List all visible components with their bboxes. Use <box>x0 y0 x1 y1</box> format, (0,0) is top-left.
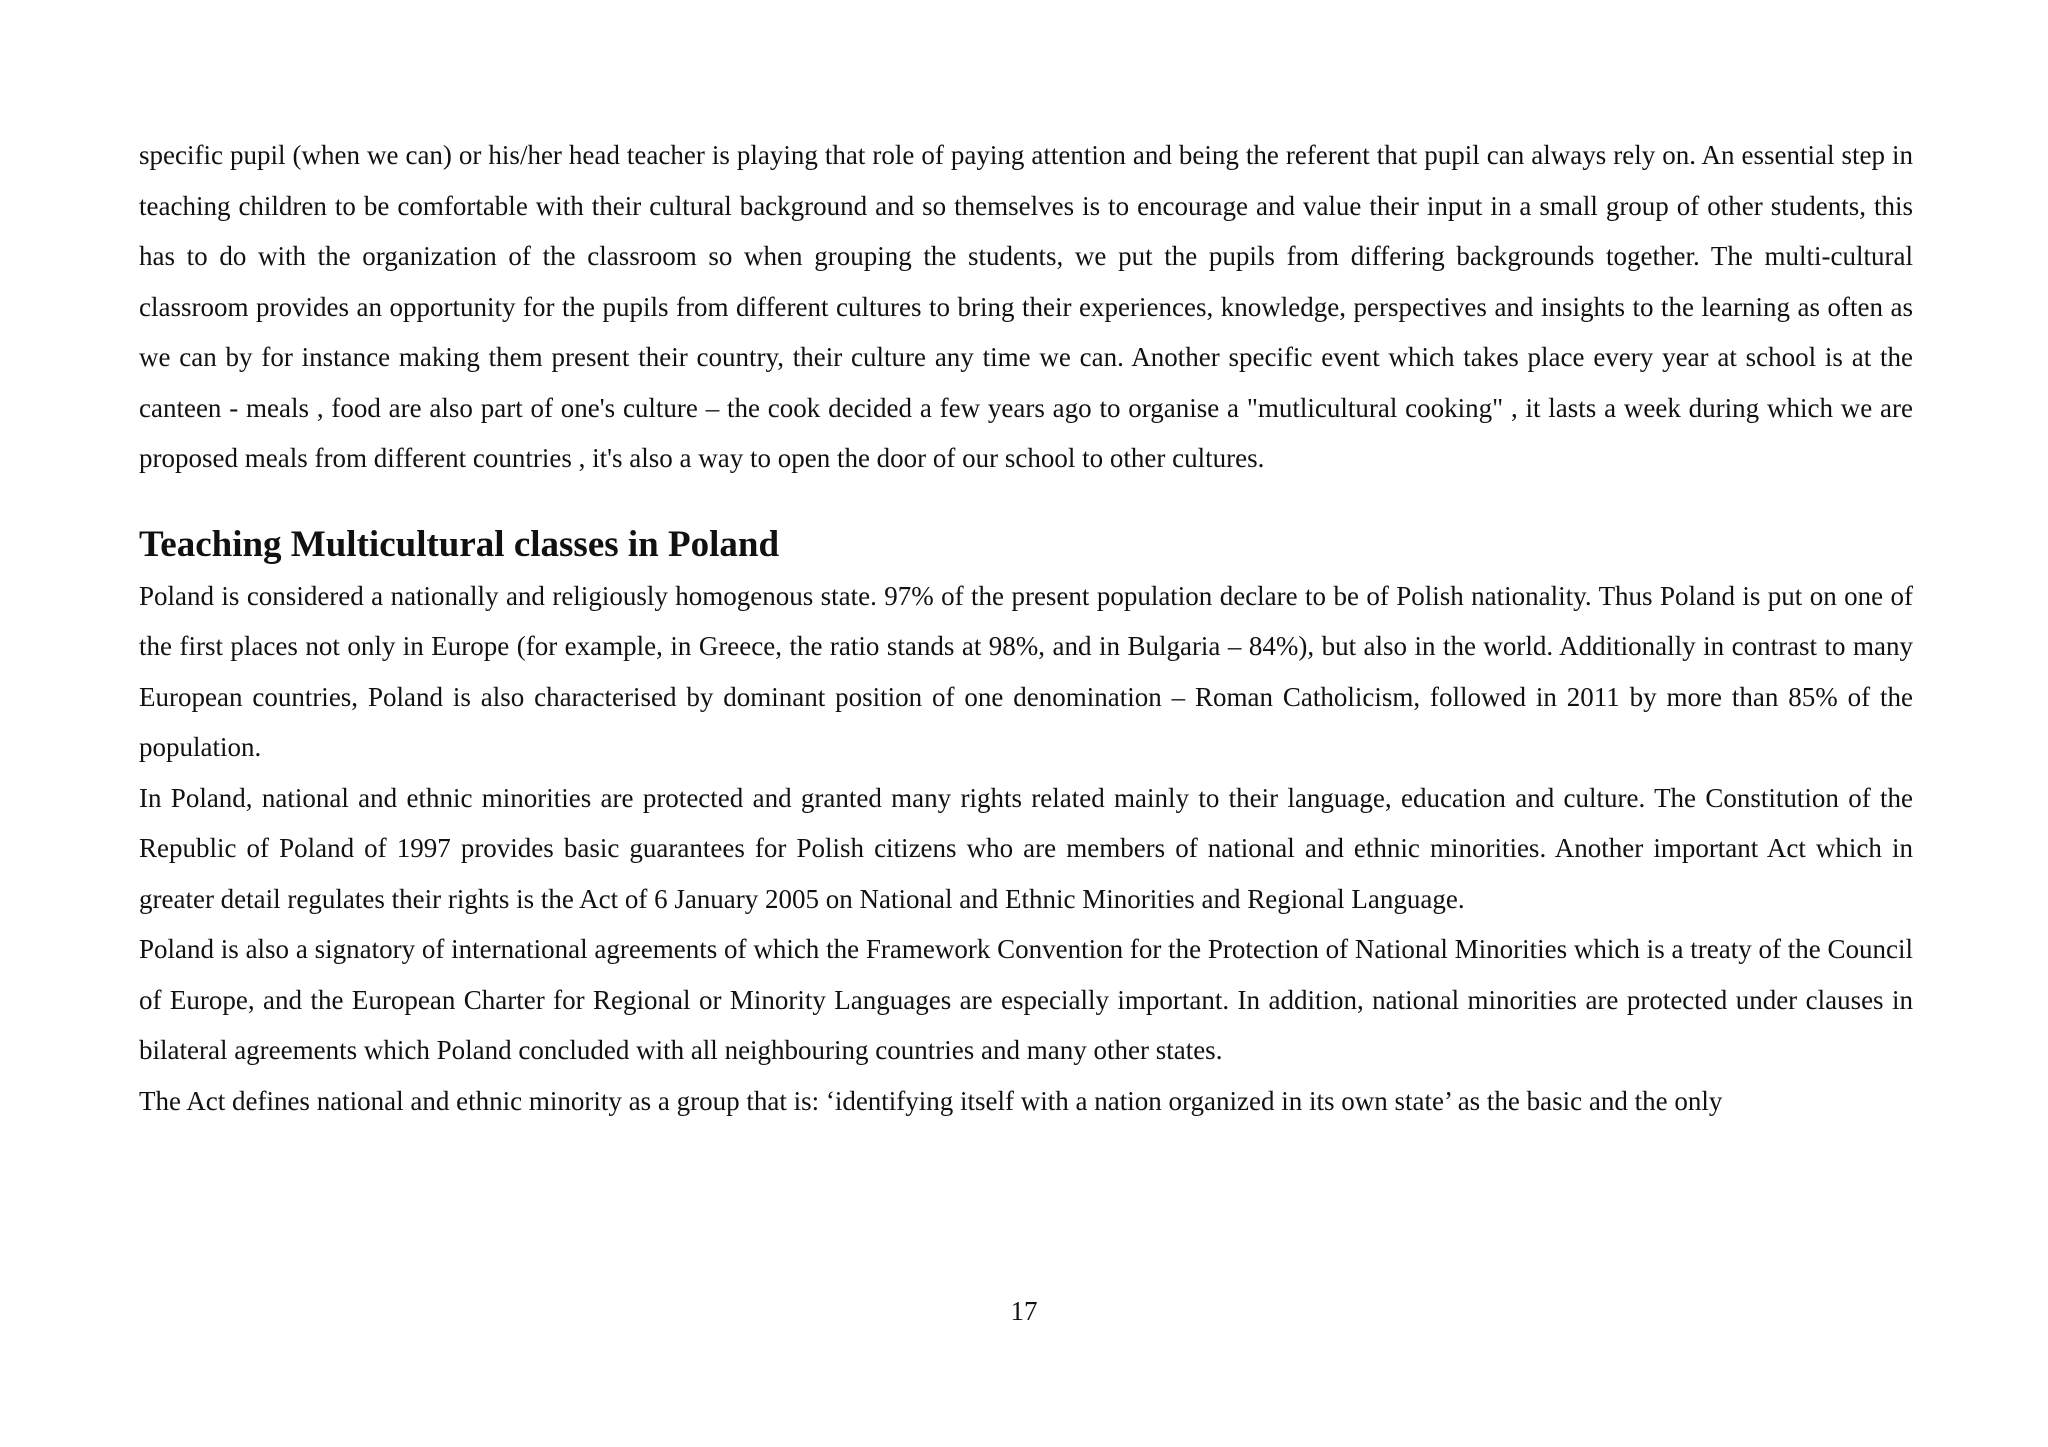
page-number: 17 <box>1010 1296 1038 1326</box>
page-content <box>139 130 1913 1126</box>
section-heading: Teaching Multicultural classes in Poland <box>139 523 780 565</box>
paragraph-poland-homogeneity: Poland is considered a nationally and religiously homogenous state. 97% of the present population declare to be of Polish nationality. Thus Poland is put on one of the first places not only in Europe (for example, in Greece, the ratio stands at 98%, and in Bulgaria – 84%), but also in the world. Additionally in contrast to many European countries, Poland is also characterised by dominant position of one denomination – Roman Catholicism, followed in 2011 by more than 85% of the population. <box>139 580 1913 762</box>
intro-paragraph: specific pupil (when we can) or his/her head teacher is playing that role of paying attention and being the referent that pupil can always rely on. An essential step in teaching children to be comfortable with their cultural background and so themselves is to encourage and value their input in a small group of other students, this has to do with the organization of the classroom so when grouping the students, we put the pupils from differing backgrounds together. The multi-cultural classroom provides an opportunity for the pupils from different cultures to bring their experiences, knowledge, perspectives and insights to the learning as often as we can by for instance making them present their country, their culture any time we can. Another specific event which takes place every year at school is at the canteen - meals , food are also part of one's culture – the cook decided a few years ago to organise a "mutlicultural cooking" , it lasts a week during which we are proposed meals from different countries , it's also a way to open the door of our school to other cultures. <box>139 140 1913 473</box>
paragraph-minority-rights: In Poland, national and ethnic minorities are protected and granted many rights related mainly to their language, education and culture. The Constitution of the Republic of Poland of 1997 provides basic guarantees for Polish citizens who are members of national and ethnic minorities. Another important Act which in greater detail regulates their rights is the Act of 6 January 2005 on National and Ethnic Minorities and Regional Language. <box>139 782 1913 914</box>
paragraph-act-definition: The Act defines national and ethnic minority as a group that is: ‘identifying itself with a nation organized in its own state’ as the basic and the only <box>139 1085 1723 1116</box>
paragraph-international-agreements: Poland is also a signatory of international agreements of which the Framework Convention for the Protection of National Minorities which is a treaty of the Council of Europe, and the European Charter for Regional or Minority Languages are especially important. In addition, national minorities are protected under clauses in bilateral agreements which Poland concluded with all neighbouring countries and many other states. <box>139 934 1913 1065</box>
